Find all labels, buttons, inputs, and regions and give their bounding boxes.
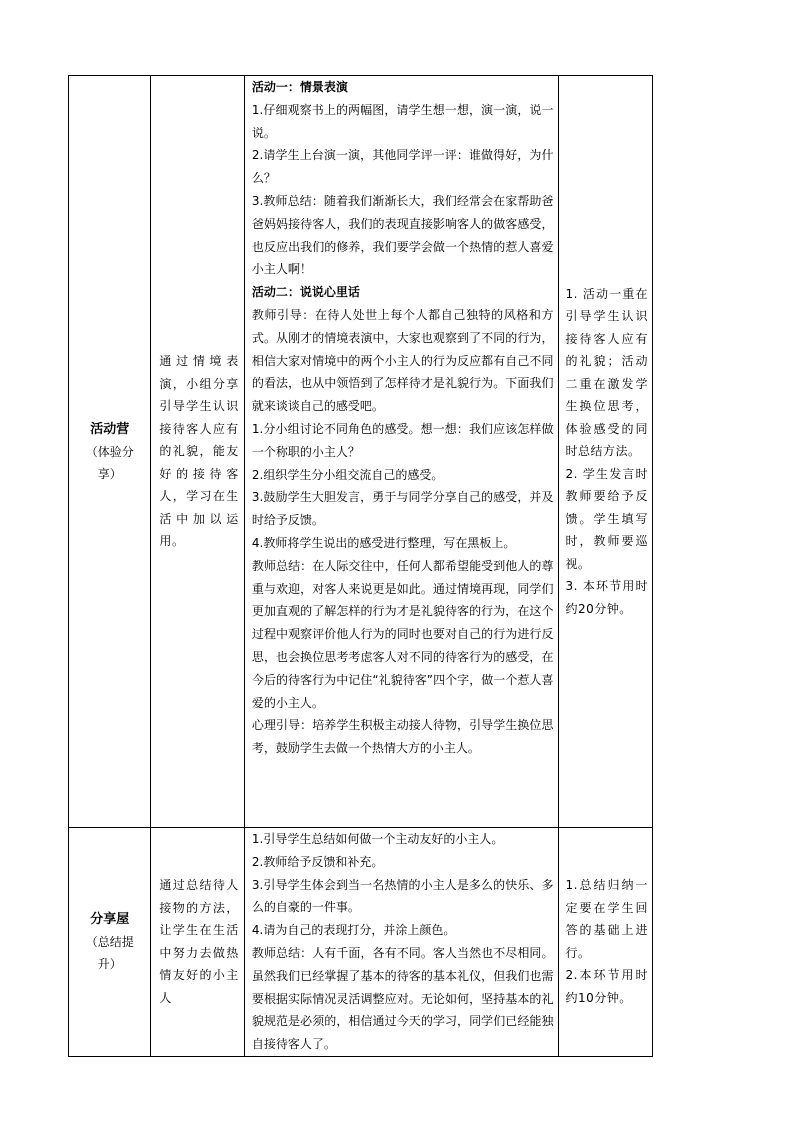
content-heading: 活动一：情景表演 bbox=[251, 80, 348, 94]
note-item: 1.总结归纳一定要在学生回答的基础上进行。 bbox=[565, 878, 648, 960]
content-paragraph: 心理引导：培养学生积极主动接人待物，引导学生换位思考，鼓励学生去做一个热情大方的小主人。 bbox=[251, 718, 554, 756]
stage-subtitle: （体验分享） bbox=[85, 444, 134, 481]
content-paragraph: 3.教师总结：随着我们渐渐长大，我们经常会在家帮助爸爸妈妈接待客人，我们的表现直接影响客人的做客感受，也反应出我们的修养，我们要学会做一个热情的惹人喜爱小主人啊！ bbox=[251, 193, 554, 277]
table-row bbox=[69, 76, 653, 828]
stage-cell bbox=[69, 76, 151, 828]
stage-cell bbox=[69, 828, 151, 1057]
content-text bbox=[245, 76, 558, 760]
goal-text: 通过情境表演，小组分享引导学生认识接待客人应有的礼貌，能友好的接待客人，学习在生活中加以运用。 bbox=[159, 354, 239, 549]
content-paragraph: 1.分小组讨论不同角色的感受。想一想：我们应该怎样做一个称职的小主人？ bbox=[251, 421, 554, 459]
content-paragraph: 1.引导学生总结如何做一个主动友好的小主人。 bbox=[251, 832, 504, 846]
content-paragraph: 3.鼓励学生大胆发言，勇于与同学分享自己的感受，并及时给予反馈。 bbox=[251, 490, 554, 528]
goal-cell bbox=[151, 76, 244, 828]
content-paragraph: 教师引导：在待人处世上每个人都自己独特的风格和方式。从刚才的情境表演中，大家也观察到了不同的行为，相信大家对情境中的两个小主人的行为反应都有自己不同的看法，也从中领悟到了怎样待才是礼貌行为。下面我们就来谈谈自己的感受吧。 bbox=[251, 307, 554, 414]
notes-text bbox=[559, 283, 653, 621]
goal-text: 通过总结待人接物的方法，让学生在生活中努力去做热情友好的小主人 bbox=[159, 878, 239, 1005]
content-text bbox=[245, 828, 558, 1056]
content-paragraph: 3.引导学生体会到当一名热情的小主人是多么的快乐、多么的自豪的一件事。 bbox=[251, 877, 554, 915]
notes-cell bbox=[558, 76, 653, 828]
content-heading: 活动二：说说心里话 bbox=[251, 285, 360, 300]
content-cell bbox=[244, 76, 558, 828]
note-item: 2. 学生发言时教师要给予反馈。学生填写时，教师要巡视。 bbox=[565, 466, 648, 571]
note-item: 1. 活动一重在引导学生认识接待客人应有的礼貌；活动二重在激发学生换位思考，体验感受的同时总结方法。 bbox=[565, 286, 648, 459]
note-item: 3. 本环节用时约20分钟。 bbox=[565, 579, 648, 616]
content-paragraph: 4.请为自己的表现打分，并涂上颜色。 bbox=[251, 923, 456, 938]
stage-subtitle: （总结提升） bbox=[85, 934, 134, 971]
notes-text bbox=[559, 874, 653, 1009]
notes-cell bbox=[558, 828, 653, 1057]
content-paragraph: 4.教师将学生说出的感受进行整理，写在黑板上。 bbox=[251, 535, 516, 550]
content-cell bbox=[244, 828, 558, 1057]
content-paragraph: 教师总结：人有千面，各有不同。客人当然也不尽相同。虽然我们已经掌握了基本的待客的基本礼仪，但我们也需要根据实际情况灵活调整应对。无论如何，坚持基本的礼貌规范是必须的，相信通过今天的学习，同学们已经能独自接待客人了。 bbox=[251, 945, 554, 1052]
stage-title: 分享屋 bbox=[90, 911, 130, 927]
table-row bbox=[69, 828, 653, 1057]
lesson-plan-table bbox=[68, 75, 653, 1057]
goal-cell bbox=[151, 828, 244, 1057]
content-paragraph: 2.请学生上台演一演，其他同学评一评：谁做得好，为什么？ bbox=[251, 148, 554, 186]
content-paragraph: 1.仔细观察书上的两幅图，请学生想一想，演一演，说一说。 bbox=[251, 102, 554, 140]
stage-title: 活动营 bbox=[90, 421, 130, 437]
content-paragraph: 2.教师给予反馈和补充。 bbox=[251, 854, 384, 869]
content-paragraph: 2.组织学生分小组交流自己的感受。 bbox=[251, 467, 444, 482]
content-paragraph: 教师总结：在人际交往中，任何人都希望能受到他人的尊重与欢迎，对客人来说更是如此。通过情境再现，同学们更加直观的了解怎样的行为才是礼貌待客的行为，在这个过程中观察评价他人行为的同时也要对自己的行为进行反思，也会换位思考考虑客人对不同的待客行为的感受，在今后的待客行为中记住“礼貌待客”四个字，做一个惹人喜爱的小主人。 bbox=[251, 558, 554, 710]
note-item: 2.本环节用时约10分钟。 bbox=[565, 968, 648, 1005]
